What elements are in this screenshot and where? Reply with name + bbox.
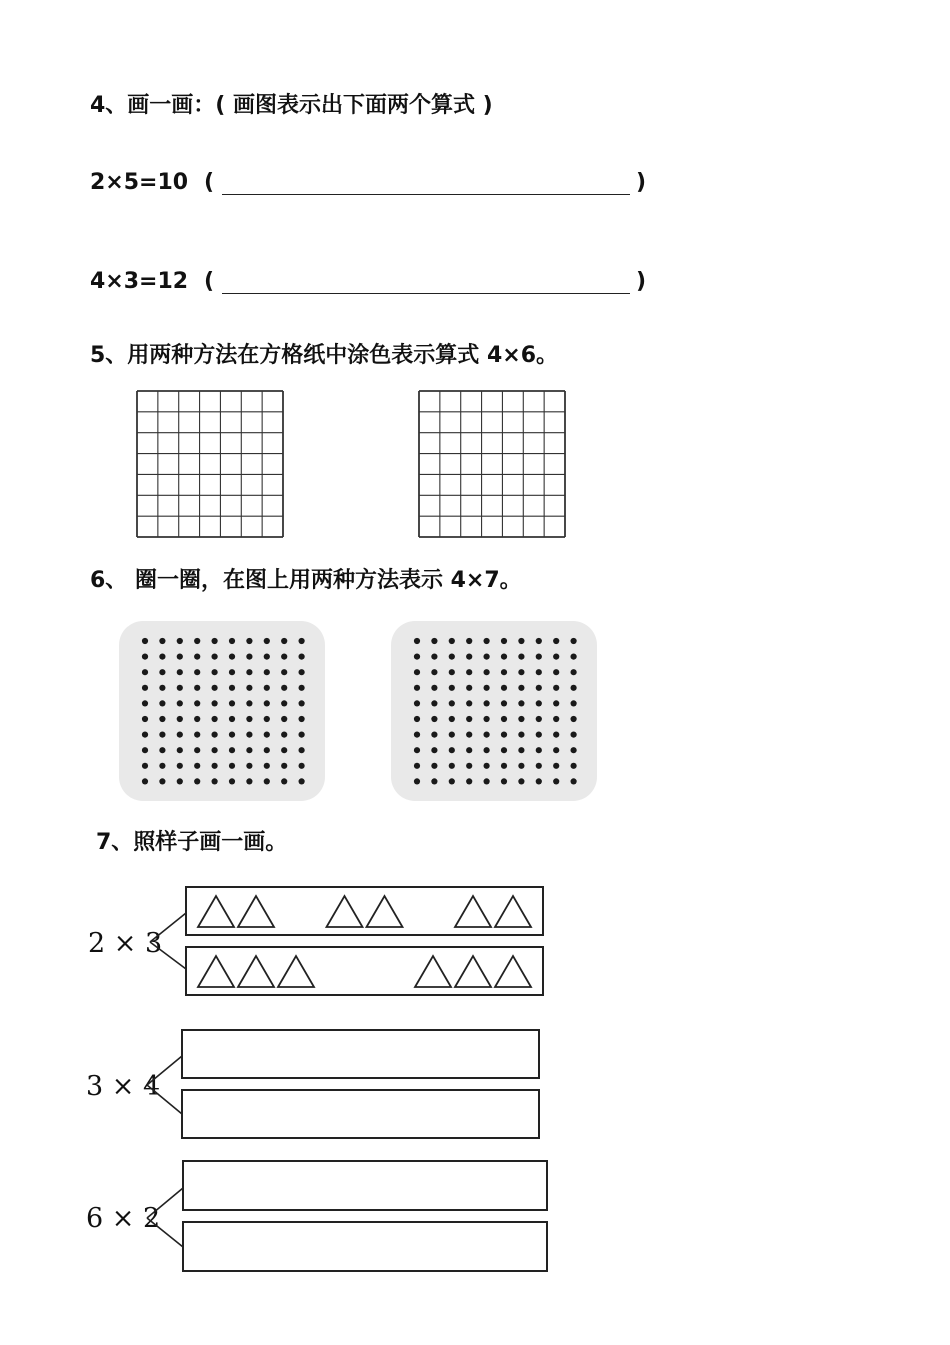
dot <box>431 716 437 722</box>
triangle <box>495 896 531 927</box>
q5-title: 5、用两种方法在方格纸中涂色表示算式 4×6。 <box>90 343 559 368</box>
dot <box>414 747 420 753</box>
dot <box>177 747 183 753</box>
triangle <box>455 896 491 927</box>
dot <box>466 638 472 644</box>
q4-formula-1 <box>90 170 670 200</box>
dot <box>246 654 252 660</box>
dot <box>299 778 305 784</box>
q7-task-2-expr: 6 × 2 <box>86 1203 161 1234</box>
q4-formula-2 <box>90 269 670 299</box>
dot <box>571 716 577 722</box>
dot <box>194 638 200 644</box>
dot <box>536 763 542 769</box>
dot <box>142 654 148 660</box>
dot <box>159 654 165 660</box>
dot <box>449 700 455 706</box>
dot <box>484 763 490 769</box>
triangle <box>238 896 274 927</box>
dot <box>142 638 148 644</box>
dot <box>571 732 577 738</box>
dot <box>414 654 420 660</box>
dot <box>281 669 287 675</box>
dot <box>449 732 455 738</box>
q7-example-expr: 2 × 3 <box>88 928 163 959</box>
dot <box>194 778 200 784</box>
dot <box>484 654 490 660</box>
q4-formula-2-expr: 4×3=12 <box>90 269 189 294</box>
dot <box>177 732 183 738</box>
triangle <box>495 956 531 987</box>
dot <box>553 685 559 691</box>
dot <box>142 669 148 675</box>
dot <box>246 638 252 644</box>
dot <box>264 638 270 644</box>
dot <box>299 685 305 691</box>
dot <box>212 700 218 706</box>
dot <box>229 778 235 784</box>
dot <box>501 654 507 660</box>
dot <box>281 654 287 660</box>
dot <box>159 685 165 691</box>
q7-task-1-boxes <box>143 1027 545 1141</box>
dot <box>212 669 218 675</box>
dot <box>553 669 559 675</box>
dot <box>536 669 542 675</box>
dot-array-right[interactable] <box>390 620 598 802</box>
q7-title: 7、照样子画一画。 <box>96 830 288 855</box>
dot <box>159 778 165 784</box>
dot <box>177 763 183 769</box>
dot <box>194 654 200 660</box>
dot <box>177 700 183 706</box>
q7-example-row-2-triangles <box>198 956 531 987</box>
dot-array-left[interactable] <box>118 620 326 802</box>
dot <box>518 638 524 644</box>
dot <box>212 778 218 784</box>
dot <box>501 716 507 722</box>
dot <box>177 638 183 644</box>
dot <box>264 669 270 675</box>
dot <box>431 685 437 691</box>
dot <box>449 654 455 660</box>
dot <box>177 716 183 722</box>
dot <box>212 716 218 722</box>
dot <box>177 778 183 784</box>
q4-formula-2-open-paren: ( <box>204 269 215 294</box>
dot <box>299 716 305 722</box>
q7-task-2-row-1-box[interactable] <box>183 1161 547 1210</box>
dot <box>466 654 472 660</box>
dot <box>281 638 287 644</box>
dot <box>142 700 148 706</box>
dot <box>229 638 235 644</box>
dot <box>142 685 148 691</box>
dot <box>194 669 200 675</box>
dot <box>431 763 437 769</box>
dot <box>264 685 270 691</box>
dot <box>414 716 420 722</box>
q4-formula-2-answer-blank[interactable] <box>222 293 630 294</box>
dot <box>264 763 270 769</box>
dot <box>518 669 524 675</box>
dot <box>194 763 200 769</box>
dot <box>246 669 252 675</box>
q4-title: 4、画一画：( 画图表示出下面两个算式 ) <box>90 93 493 118</box>
dot <box>212 685 218 691</box>
dot <box>501 747 507 753</box>
dot <box>536 747 542 753</box>
dot <box>281 763 287 769</box>
dot <box>246 778 252 784</box>
dot <box>194 716 200 722</box>
dot <box>159 747 165 753</box>
dot <box>571 778 577 784</box>
triangle <box>415 956 451 987</box>
dot <box>536 732 542 738</box>
dot <box>264 716 270 722</box>
dot <box>571 685 577 691</box>
dot <box>159 763 165 769</box>
dot <box>553 778 559 784</box>
dot <box>299 763 305 769</box>
dot <box>246 747 252 753</box>
dot <box>194 747 200 753</box>
dot <box>194 685 200 691</box>
dot <box>431 778 437 784</box>
q7-task-1-expr: 3 × 4 <box>86 1071 161 1102</box>
dot <box>414 669 420 675</box>
triangle <box>238 956 274 987</box>
triangle <box>455 956 491 987</box>
dot <box>142 716 148 722</box>
dot <box>449 669 455 675</box>
q4-formula-1-expr: 2×5=10 <box>90 170 189 195</box>
dot <box>536 700 542 706</box>
dot <box>264 700 270 706</box>
triangle <box>198 896 234 927</box>
dot <box>414 763 420 769</box>
q7-task-1-row-1-box[interactable] <box>182 1030 539 1078</box>
dot <box>264 778 270 784</box>
triangle <box>327 896 363 927</box>
dot <box>212 732 218 738</box>
dot <box>518 732 524 738</box>
dot <box>571 747 577 753</box>
dot <box>159 638 165 644</box>
dot <box>553 716 559 722</box>
dot <box>229 716 235 722</box>
dot <box>484 638 490 644</box>
dot <box>431 654 437 660</box>
q7-example-boxes <box>146 884 548 998</box>
dot <box>501 732 507 738</box>
q7-task-2-boxes <box>143 1158 553 1274</box>
dot <box>571 638 577 644</box>
dot <box>571 700 577 706</box>
dot <box>571 763 577 769</box>
dot <box>449 638 455 644</box>
q4-formula-1-answer-blank[interactable] <box>222 194 630 195</box>
dot <box>484 778 490 784</box>
dot <box>414 778 420 784</box>
dot <box>449 685 455 691</box>
dot <box>264 747 270 753</box>
dot <box>299 638 305 644</box>
dot <box>553 747 559 753</box>
dot <box>229 700 235 706</box>
triangle <box>198 956 234 987</box>
dot <box>177 685 183 691</box>
dot <box>194 732 200 738</box>
dot <box>299 669 305 675</box>
dot <box>501 763 507 769</box>
dot <box>246 700 252 706</box>
dot <box>466 685 472 691</box>
dot <box>299 732 305 738</box>
dot <box>484 747 490 753</box>
dot <box>449 763 455 769</box>
dot <box>536 778 542 784</box>
dot <box>414 685 420 691</box>
triangle <box>278 956 314 987</box>
dot <box>142 747 148 753</box>
dot <box>536 654 542 660</box>
square-grid-right[interactable] <box>417 389 567 539</box>
dot <box>229 654 235 660</box>
dot <box>414 700 420 706</box>
q7-task-1-row-2-box[interactable] <box>182 1090 539 1138</box>
dot <box>431 700 437 706</box>
dot <box>571 669 577 675</box>
dot <box>229 732 235 738</box>
dot <box>299 654 305 660</box>
dot <box>484 669 490 675</box>
dot <box>246 763 252 769</box>
dot <box>281 778 287 784</box>
dot <box>501 638 507 644</box>
dot <box>466 763 472 769</box>
dot <box>212 638 218 644</box>
dot <box>229 747 235 753</box>
dot <box>212 654 218 660</box>
dot <box>281 732 287 738</box>
dot <box>501 669 507 675</box>
dot <box>518 700 524 706</box>
dot <box>553 732 559 738</box>
dot <box>466 700 472 706</box>
dot <box>518 763 524 769</box>
dot <box>501 685 507 691</box>
q7-example-row-1-triangles <box>198 896 531 927</box>
q4-formula-1-open-paren: ( <box>204 170 215 195</box>
dot <box>431 732 437 738</box>
dot <box>431 638 437 644</box>
dot <box>571 654 577 660</box>
q4-formula-1-close-paren: ) <box>636 170 647 195</box>
dot <box>246 716 252 722</box>
dot <box>518 685 524 691</box>
dot <box>229 669 235 675</box>
dot <box>553 700 559 706</box>
dot <box>142 732 148 738</box>
dot <box>212 747 218 753</box>
dot <box>466 716 472 722</box>
dot <box>501 778 507 784</box>
dot <box>229 763 235 769</box>
dot <box>281 700 287 706</box>
dot <box>553 654 559 660</box>
dot <box>484 685 490 691</box>
dot <box>299 700 305 706</box>
dot <box>414 732 420 738</box>
dot <box>194 700 200 706</box>
dot <box>299 747 305 753</box>
dot <box>281 716 287 722</box>
dot <box>264 732 270 738</box>
triangle <box>367 896 403 927</box>
dot <box>246 732 252 738</box>
q7-task-2-row-2-box[interactable] <box>183 1222 547 1271</box>
dot <box>159 700 165 706</box>
dot <box>518 716 524 722</box>
dot <box>281 685 287 691</box>
dot <box>449 747 455 753</box>
dot <box>177 669 183 675</box>
dot <box>159 732 165 738</box>
dot <box>518 747 524 753</box>
dot <box>466 747 472 753</box>
dot <box>281 747 287 753</box>
square-grid-left[interactable] <box>135 389 285 539</box>
dot <box>553 763 559 769</box>
dot <box>414 638 420 644</box>
dot <box>212 763 218 769</box>
dot <box>431 747 437 753</box>
dot <box>449 716 455 722</box>
dot <box>159 669 165 675</box>
dot <box>229 685 235 691</box>
dot <box>466 732 472 738</box>
dot <box>246 685 252 691</box>
dot <box>501 700 507 706</box>
dot <box>431 669 437 675</box>
dot <box>466 778 472 784</box>
dot <box>142 778 148 784</box>
dot <box>449 778 455 784</box>
dot <box>177 654 183 660</box>
dot <box>264 654 270 660</box>
dot <box>518 654 524 660</box>
dot <box>159 716 165 722</box>
dot <box>518 778 524 784</box>
q6-title: 6、 圈一圈，在图上用两种方法表示 4×7。 <box>90 568 522 593</box>
dot <box>484 700 490 706</box>
dot <box>466 669 472 675</box>
dot <box>142 763 148 769</box>
dot <box>484 716 490 722</box>
dot <box>484 732 490 738</box>
dot <box>553 638 559 644</box>
dot <box>536 716 542 722</box>
dot <box>536 685 542 691</box>
dot <box>536 638 542 644</box>
q4-formula-2-close-paren: ) <box>636 269 647 294</box>
